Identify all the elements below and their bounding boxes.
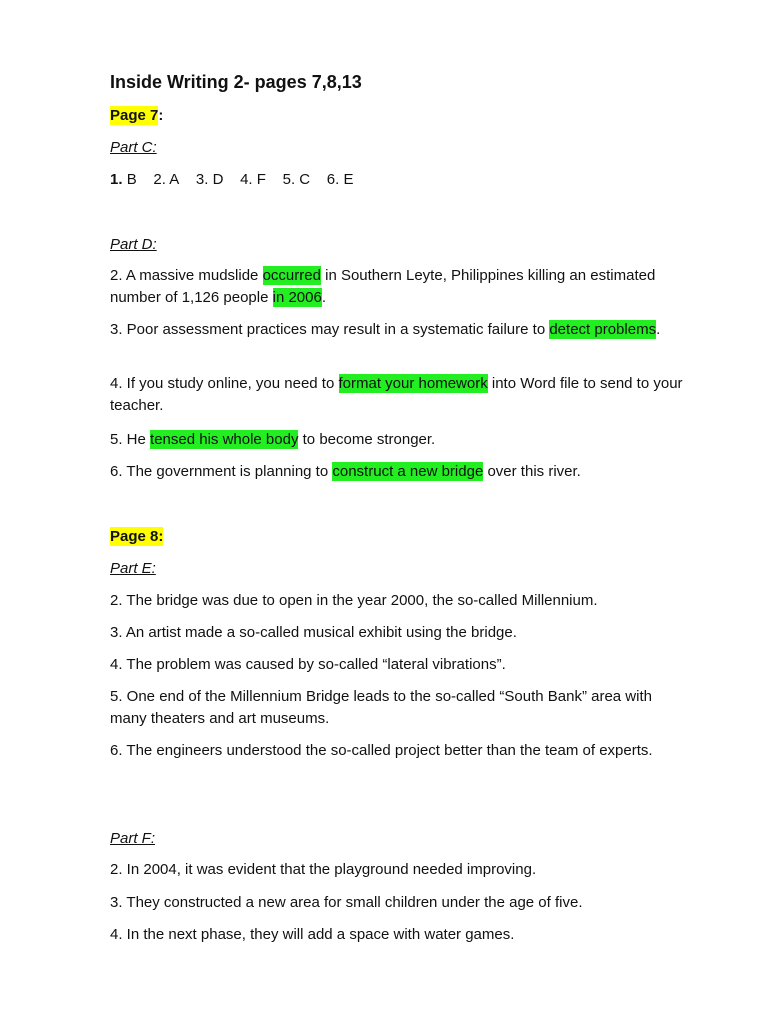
page8-heading-label: Page 8:: [110, 528, 164, 545]
part-d-item-5: [110, 429, 690, 451]
highlight: format your homework: [338, 375, 488, 392]
part-d-item-4: [110, 373, 690, 417]
answer-1: B: [126, 171, 137, 188]
item-text: over this river.: [483, 463, 581, 480]
highlight: in 2006: [272, 289, 322, 306]
part-d-item-6: [110, 461, 690, 483]
part-f-item-3: 3. They constructed a new area for small children under the age of five.: [110, 894, 583, 911]
item-text: 6. The government is planning to: [110, 463, 333, 480]
answer-6: 6. E: [326, 171, 354, 188]
part-f-label: Part F:: [110, 830, 156, 847]
answer-4: 4. F: [240, 171, 266, 188]
part-c-answers: [110, 169, 690, 191]
item-text: 2. A massive mudslide: [110, 267, 263, 284]
page7-heading-label: Page 7: [110, 107, 159, 124]
item-text: 5. He: [110, 431, 151, 448]
part-e-label: Part E:: [110, 560, 156, 577]
highlight: occurred: [262, 267, 321, 284]
part-e-item-4: 4. The problem was caused by so-called “lateral vibrations”.: [110, 656, 506, 673]
part-e-item-6: 6. The engineers understood the so-called project better than the team of experts.: [110, 742, 653, 759]
highlight: detect problems: [549, 321, 657, 338]
part-d-label: Part D:: [110, 236, 157, 253]
part-d-item-2: [110, 265, 690, 309]
item-text: 4. If you study online, you need to: [110, 375, 339, 392]
highlight: tensed his whole body: [150, 431, 299, 448]
part-e-item-3: 3. An artist made a so-called musical exhibit using the bridge.: [110, 624, 517, 641]
item-text: to become stronger.: [298, 431, 436, 448]
highlight: construct a new bridge: [332, 463, 484, 480]
page7-heading: [110, 106, 163, 126]
item-text: .: [321, 289, 327, 306]
answer-1-num: 1.: [110, 171, 123, 188]
part-e-item-2: 2. The bridge was due to open in the year 2000, the so-called Millennium.: [110, 592, 598, 609]
part-d-item-3: [110, 319, 690, 341]
item-text: 3. Poor assessment practices may result in a systematic failure to: [110, 321, 550, 338]
page8-heading: [110, 527, 163, 547]
part-c-label: Part C:: [110, 139, 157, 156]
answer-3: 3. D: [195, 171, 224, 188]
page7-heading-colon: :: [158, 107, 164, 124]
part-f-item-2: 2. In 2004, it was evident that the playground needed improving.: [110, 861, 537, 878]
answer-2: 2. A: [153, 171, 180, 188]
part-f-item-4: 4. In the next phase, they will add a space with water games.: [110, 926, 515, 943]
part-e-item-5: 5. One end of the Millennium Bridge leads to the so-called “South Bank” area with many theaters and art museums.: [110, 688, 652, 727]
item-text: in Southern Leyte, Philippines killing an estimated number of 1,126 people: [110, 267, 656, 306]
item-text: into Word file to send to your teacher.: [110, 375, 683, 414]
item-text: .: [656, 321, 661, 338]
answer-5: 5. C: [282, 171, 311, 188]
document-title: Inside Writing 2- pages 7,8,13: [110, 72, 362, 92]
